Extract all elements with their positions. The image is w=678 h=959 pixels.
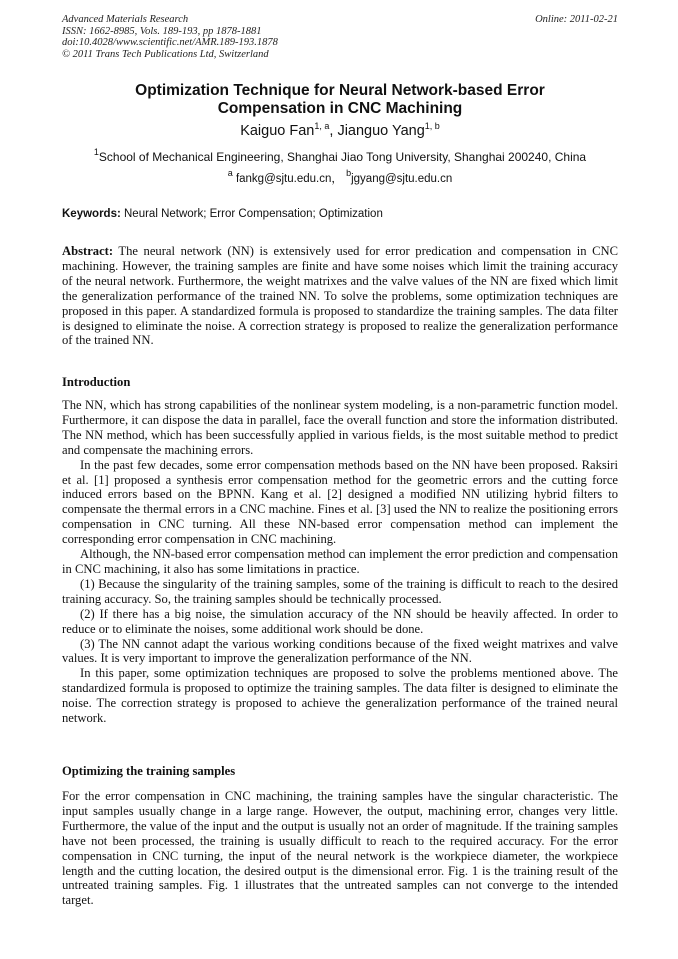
intro-paragraph: In the past few decades, some error compensation methods based on the NN have been proposed. Raksiri et al. [1] proposed a synthesis error compensation method for the geometric errors and the cutting force induced errors based on the BPNN. Kang et al. [2] designed a modified NN utilizing hybrid filters to compensate the thermal errors in a CNC machine. Fines et al. [3] used the NN to realize the positioning errors compensation in CNC turning. All these NN-based error compensation method can implement the corresponding error compensation in CNC machining. — [62, 457, 618, 547]
intro-paragraph: The NN, which has strong capabilities of the nonlinear system modeling, is a non-parametric function model. Furthermore, it can dispose the data in parallel, face the overall function and store the information distributed. The NN method, which has been successfully applied in various fields, is the most suitable method to predict and compensate the machining errors. — [62, 398, 618, 457]
online-date: Online: 2011-02-21 — [535, 14, 618, 25]
affiliation-sup: 1 — [93, 147, 99, 157]
journal-name: Advanced Materials Research — [62, 14, 189, 25]
author-2-sup: 1, b — [424, 121, 440, 131]
author-1: Kaiguo Fan — [240, 123, 315, 139]
keywords-label: Keywords: — [62, 208, 121, 220]
affiliation-text: School of Mechanical Engineering, Shanghai Jiao Tong University, Shanghai 200240, China — [98, 150, 587, 164]
author-list — [62, 122, 618, 140]
optimizing-paragraph: For the error compensation in CNC machining, the training samples have the singular characteristic. The input samples usually change in a large range. However, the output, machining error, changes very little. Furthermore, the value of the input and the output is usually not an order of magnitude. If the training samples have not been processed, the training is usually difficult to reach to the required accuracy. For the error compensation in CNC turning, the input of the neural network is the workpiece diameter, the workpiece length and the cutting location, the desired output is the dimensional error. Fig. 1 is the training result of the untreated training samples. Fig. 1 illustrates that the untreated samples can not converge to the intended target. — [62, 789, 618, 908]
email-a-sup: a — [227, 168, 233, 178]
doi: doi:10.4028/www.scientific.net/AMR.189-193.1878 — [62, 37, 278, 48]
intro-list-item: (1) Because the singularity of the training samples, some of the training is difficult to reach to the desired training accuracy. So, the training samples should be technically processed. — [62, 576, 618, 606]
keywords — [62, 207, 618, 221]
abstract-label: Abstract: — [62, 244, 114, 258]
intro-list-item: (3) The NN cannot adapt the various working conditions because of the fixed weight matrixes and valve values. It is very important to improve the generalization performance of the NN. — [62, 636, 618, 666]
author-emails — [62, 168, 618, 186]
author-2: Jianguo Yang — [337, 123, 425, 139]
introduction-body — [62, 398, 618, 726]
section-heading-optimizing: Optimizing the training samples — [62, 764, 236, 778]
author-1-sup: 1, a — [314, 121, 330, 131]
copyright: © 2011 Trans Tech Publications Ltd, Switzerland — [62, 48, 269, 60]
keywords-text: Neural Network; Error Compensation; Optimization — [124, 208, 383, 220]
intro-paragraph: In this paper, some optimization techniques are proposed to solve the problems mentioned above. The standardized formula is proposed to optimize the training samples. The data filter is designed to eliminate the noise. The correction strategy is proposed to achieve the generalization performance of the trained neural network. — [62, 666, 618, 726]
email-b-sup: b — [346, 168, 352, 178]
section-heading-introduction: Introduction — [62, 375, 131, 389]
issn: ISSN: 1662-8985, Vols. 189-193, pp 1878-1881 — [62, 25, 262, 37]
intro-paragraph: Although, the NN-based error compensation method can implement the error prediction and compensation in CNC machining, it also has some limitations in practice. — [62, 547, 618, 576]
author-separator: , — [329, 123, 338, 139]
email-b[interactable]: jgyang@sjtu.edu.cn — [351, 173, 453, 185]
affiliation — [62, 147, 618, 164]
abstract — [62, 244, 618, 348]
email-a[interactable]: fankg@sjtu.edu.cn， — [235, 173, 343, 185]
journal-header — [62, 14, 618, 60]
paper-title — [62, 82, 618, 118]
optimizing-body — [62, 789, 618, 908]
intro-list-item: (2) If there has a big noise, the simulation accuracy of the NN should be heavily affected. In order to reduce or to eliminate the noises, some additional work should be done. — [62, 606, 618, 636]
title-line-2: Compensation in CNC Machining — [217, 100, 463, 117]
title-line-1: Optimization Technique for Neural Network-based Error — [135, 82, 545, 99]
abstract-text: The neural network (NN) is extensively used for error predication and compensation in CNC machining. However, the training samples are finite and have some noises which limit the training accuracy of the neural network. Furthermore, the weight matrixes and the valve values of the NN are fixed which limit the generalization performance of the trained NN. To solve the problems, some optimization techniques are proposed in this paper. A standardized formula is proposed to standardize the training samples. The data filter is designed to eliminate the noise. A correction strategy is proposed to realize the generalization performance of the trained NN. — [62, 244, 619, 348]
